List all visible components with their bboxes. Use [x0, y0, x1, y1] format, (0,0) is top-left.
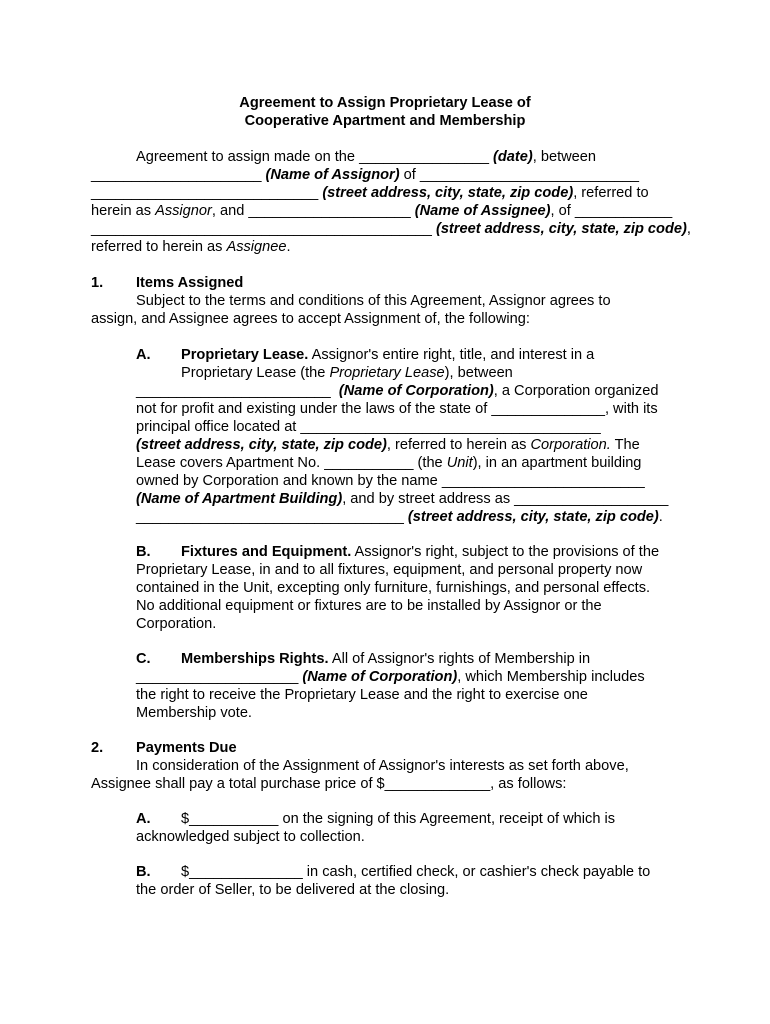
item-b-line-3: contained in the Unit, excepting only furniture, furnishings, and personal effects. — [136, 580, 651, 596]
section-1-line-1: Subject to the terms and conditions of this Agreement, Assignor agrees to — [136, 293, 611, 309]
section-1-number: 1. — [91, 275, 104, 291]
item-a-line-4: not for profit and existing under the laws of the state of ______________, with its — [136, 401, 658, 417]
section-2-line-1: In consideration of the Assignment of Assignor's interests as set forth above, — [136, 758, 629, 774]
item-c-line-1: Memberships Rights. All of Assignor's rights of Membership in — [181, 651, 591, 667]
section-1-line-2: assign, and Assignee agrees to accept Assignment of, the following: — [91, 311, 530, 327]
item-c-line-2: ____________________ (Name of Corporation), which Membership includes — [136, 669, 645, 685]
intro-line-2: _____________________ (Name of Assignor) of ___________________________ — [91, 167, 639, 183]
intro-line-6: referred to herein as Assignee. — [91, 239, 291, 255]
payment-a-letter: A. — [136, 811, 151, 827]
item-a-line-5: principal office located at _____________________________________ — [136, 419, 601, 435]
intro-line-3: ____________________________ (street address, city, state, zip code), referred to — [91, 185, 649, 201]
section-2-heading: Payments Due — [136, 740, 237, 756]
item-a-line-1: Proprietary Lease. Assignor's entire right, title, and interest in a — [181, 347, 595, 363]
section-2-line-2: Assignee shall pay a total purchase price of $_____________, as follows: — [91, 776, 567, 792]
item-c-line-3: the right to receive the Proprietary Lease and the right to exercise one — [136, 687, 588, 703]
item-b-line-1: Fixtures and Equipment. Assignor's right, subject to the provisions of the — [181, 544, 660, 560]
item-a-line-6: (street address, city, state, zip code), referred to herein as Corporation. The — [136, 437, 640, 453]
intro-line-5: __________________________________________ (street address, city, state, zip code), — [91, 221, 691, 237]
intro-line-1: Agreement to assign made on the ________________ (date), between — [136, 149, 597, 165]
item-b-letter: B. — [136, 544, 151, 560]
payment-a-line-2: acknowledged subject to collection. — [136, 829, 365, 845]
item-a-line-3: ________________________ (Name of Corporation), a Corporation organized — [136, 383, 659, 399]
item-a-letter: A. — [136, 347, 151, 363]
item-b-line-2: Proprietary Lease, in and to all fixtures, equipment, and personal property now — [136, 562, 643, 578]
section-1-heading: Items Assigned — [136, 275, 244, 291]
item-b-line-5: Corporation. — [136, 616, 217, 632]
payment-b-line-1: $______________ in cash, certified check, or cashier's check payable to — [181, 864, 651, 880]
item-b-line-4: No additional equipment or fixtures are to be installed by Assignor or the — [136, 598, 602, 614]
payment-b-line-2: the order of Seller, to be delivered at the closing. — [136, 882, 450, 898]
item-a-line-8: owned by Corporation and known by the name _________________________ — [136, 473, 645, 489]
item-a-line-9: (Name of Apartment Building), and by street address as ___________________ — [136, 491, 669, 507]
item-c-line-4: Membership vote. — [136, 705, 252, 721]
item-a-line-10: _________________________________ (street address, city, state, zip code). — [136, 509, 663, 525]
intro-line-4: herein as Assignor, and ____________________ (Name of Assignee), of ____________ — [91, 203, 673, 219]
document-title-line-1: Agreement to Assign Proprietary Lease of — [239, 95, 531, 111]
item-a-line-7: Lease covers Apartment No. ___________ (the Unit), in an apartment building — [136, 455, 642, 471]
payment-b-letter: B. — [136, 864, 151, 880]
section-2-number: 2. — [91, 740, 104, 756]
document-title-line-2: Cooperative Apartment and Membership — [244, 113, 526, 129]
item-c-letter: C. — [136, 651, 151, 667]
item-a-line-2: Proprietary Lease (the Proprietary Lease), between — [181, 365, 513, 381]
payment-a-line-1: $___________ on the signing of this Agreement, receipt of which is — [181, 811, 616, 827]
